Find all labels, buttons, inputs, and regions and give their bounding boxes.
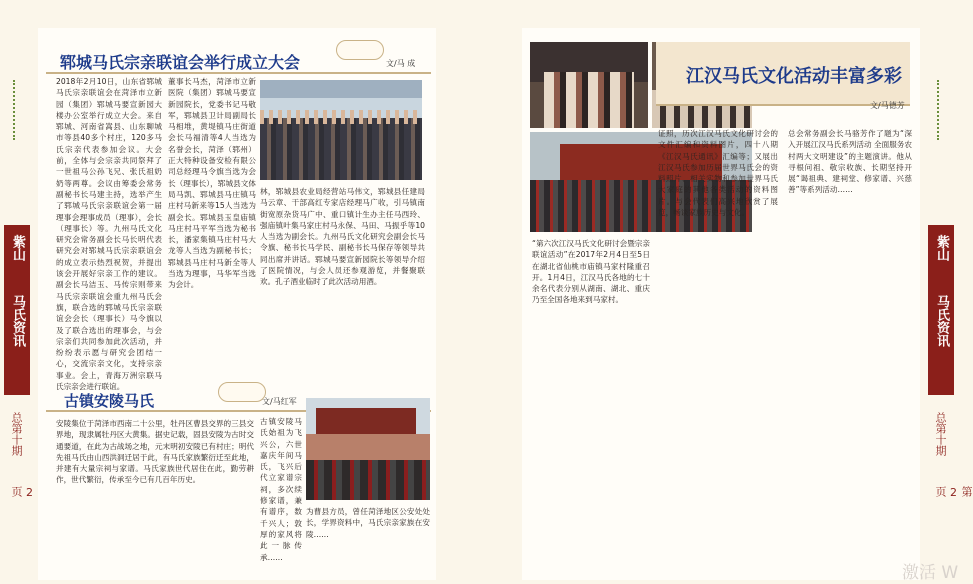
article-text-column: 林，郓城县农业局经营站马伟文，郓城县任建局马云章、干部高红专家店经理马广收，引马镇南街宽原杂货马广中、重口镇计生办主任马西玲、强庙镇叶集马家庄村马永保、马田、马振乎等10人当选为副会长。九州马氏文化研究会副会长马令旗、秘书长马学民、副秘书长马保存等领导共同出席并讲话。郓城马要宣新园院长等领导介绍了医院情况，与会人员还参观游览，并餐聚联欢。孔子酒业临时了此次活动用酒。 [260,187,425,287]
section-name: 马氏资讯 [10,295,25,347]
page-label: 第2页 [934,486,973,499]
article-text-column: 董事长马杰，菏泽市立新医院（集团）郓城马要宣新园院长，党委书记马敬军，郓城县卫计局副局长马相堆，黄堤镇马庄街道会长马福清等4人当选为名誉会长，菏泽（郓州）正大特种设备安检有限公司总经理马令旗当选为会长（理事长），郓城县文体局马凯、郓城县马庄镇马庄村马新来等15人当选为副会长。郓城县玉皇庙镇马庄村马平军当选为秘书长，潘家集镇马庄村马大龙等人当选为副秘书长；郓城县马庄村马新全等人当选为理事，马华军当选为会计。 [168,77,256,290]
cloud-ornament [218,382,266,402]
group-photo [260,80,422,180]
temple-photo [306,398,430,500]
article-author: 文/马 成 [386,59,416,68]
issue-label: 总第十期 [934,412,947,456]
column-name: 紫山 [10,235,25,261]
article-header [656,42,910,106]
article-text-column: 总会常务副会长马骆芳作了题为“深入开展江汉马氏系列活动 全面服务农村两大文明建设”的主题演讲。他从寻根问祖、敬宗收族、长期坚持开展“谒祖典、建祠堂、修家谱、兴慈善”等系列活动…… [788,129,912,195]
page-label: 2页 [10,486,36,499]
article-text-column: “第六次江汉马氏文化研讨会暨宗亲联谊活动”在2017年2月4日至5日在湖北省仙桃市庙镇马家村隆重召开。1月4日，江汉马氏各地的七十余名代表分别从湖南、湖北、重庆乃至全国各地来到马家村。 [532,239,650,305]
banquet-photo [530,42,648,128]
side-decor-dots [937,80,947,140]
right-page [522,28,920,580]
article-title: 江汉马氏文化活动丰富多彩 [686,66,902,87]
article-text-column: 古镇安陵马氏始祖为飞兴公，六世嘉庆年间马氏，飞兴后代立家谱宗祠，多次续修家谱，兼有谱序，数千兴人；敦厚的家风将此一脉传承…… [260,417,302,562]
article-title: 郓城马氏宗亲联谊会举行成立大会 [60,53,301,72]
article-text-column: 安陵集位于菏泽市西南二十公里，牡丹区曹县交界的三县交界地，现隶属牡丹区大黄集。据史记载，固县安陵为古时交通要道，在此为古战场之地，元末明初安陵已有村庄；明代先祖马氏由山西洪洞迁居于此，有马氏家族繁衍迁至此地，并建有大量宗祠与家谱。马氏家族世代居住在此，勤劳耕作，世代繁衍，传承至今已有几百年历史。 [56,419,254,485]
article-header [46,46,431,74]
issue-label: 总第十期 [10,412,23,456]
left-page [38,28,436,580]
section-name: 马氏资讯 [934,295,949,347]
right-side-strip [928,40,973,500]
side-red-banner [4,225,30,395]
article-text-column: 2018年2月10日，山东省郓城马氏宗亲联谊会在菏泽市立新园（集团）郓城马要宣新园大楼办公室举行成立大会。来自郓城、河南省嵩县、山东聊城市等县40多个村庄，120多马氏宗亲代表参加会议。大会前，全体与会宗亲共同祭拜了一世祖马公孙飞兄、张氏祖奶奶等两尊。会议由筹委会常务副秘书长马建主持，选举产生了郓城马氏宗亲联谊会第一届理事会理事成员（理事），会长（理事长）等。九州马氏文化研究会常务副会长马长明代表研究会对郓城马氏宗亲联谊会的成立表示热烈祝贺，并提出该会开展好宗亲工作的建议。副会长马洁玉、马传宗则带来马氏宗亲联谊会重九州马氏会旗，联合选的郓城马氏宗亲联谊会会长（理事长）马令旗以及了联合选出的理事会，与会宗亲们共同参加此次活动，并纷纷表示愿与研究会团结一心，交流宗亲文化，支持宗亲事业。会上，青海万洲宗联马氏宗亲会进行联谊。 [56,77,162,392]
side-decor-dots [13,80,23,140]
left-side-strip [4,40,36,500]
article-text-column: 证照，历次江汉马氏文化研讨会的文件汇编和资料图片，四十八期《江汉马氏通讯》汇编等；又展出江汉马氏参加历届世界马氏会的资料照片、相关实物和参加世界马氏大家庭的其他各类活动的资料图片。与会代表们高兴地欣赏了展览，畅谈家族历史与文化。 [658,129,778,218]
column-name: 紫山 [934,235,949,261]
cloud-ornament [336,40,384,60]
activation-watermark: 激活 W [902,563,959,583]
article-author: 文/马德芳 [870,101,905,110]
article-text-column: 为曹县方员，曾任菏泽地区公安处处长，学界资料中，马氏宗亲家族在安陵…… [306,507,430,539]
article-author: 文/马红军 [262,397,297,406]
article-title: 古镇安陵马氏 [64,392,155,410]
side-red-banner [928,225,954,395]
